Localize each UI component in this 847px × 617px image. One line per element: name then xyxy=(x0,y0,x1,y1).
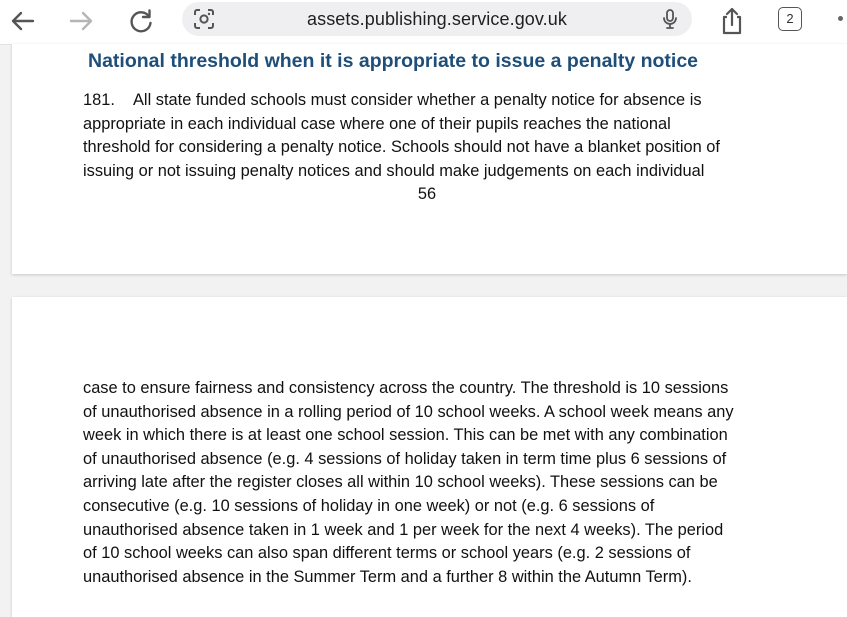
text-line: unauthorised absence in the Summer Term and a further 8 within the Autumn Term). xyxy=(83,567,692,586)
address-bar[interactable] xyxy=(182,2,692,36)
text-line: of unauthorised absence (e.g. 4 sessions of holiday taken in term time plus 6 sessions of xyxy=(83,449,727,468)
text-line: appropriate in each individual case where one of their pupils reaches the national xyxy=(83,114,671,133)
arrow-right-icon xyxy=(67,7,95,35)
text-line: 181. All state funded schools must consider whether a penalty notice for absence is xyxy=(83,89,783,113)
text-line: of unauthorised absence in a rolling period of 10 school weeks. A school week means any xyxy=(83,402,734,421)
text-line: week in which there is at least one school session. This can be met with any combination xyxy=(83,426,728,445)
page-number: 56 xyxy=(417,185,437,203)
reload-icon xyxy=(127,7,155,35)
text-line: arriving late after the register closes all within 10 school weeks). These sessions can be xyxy=(83,473,718,492)
document-page-1 xyxy=(12,44,847,274)
browser-toolbar xyxy=(0,0,847,45)
tab-switcher-button[interactable]: 2 xyxy=(778,7,802,31)
text-line: unauthorised absence taken in 1 week and 1 per week for the next 4 weeks). The period xyxy=(83,520,724,539)
microphone-icon[interactable] xyxy=(658,7,682,31)
share-icon xyxy=(718,6,746,36)
paragraph-number: 181. xyxy=(83,91,115,109)
text-line: issuing or not issuing penalty notices and should make judgements on each individual xyxy=(83,161,705,180)
document-page-2 xyxy=(12,297,847,617)
share-button[interactable] xyxy=(715,4,749,38)
text-line: of 10 school weeks can also span different terms or school years (e.g. 2 sessions of xyxy=(83,544,691,563)
arrow-left-icon xyxy=(9,7,37,35)
back-button[interactable] xyxy=(6,4,40,38)
menu-dot-icon[interactable] xyxy=(838,16,843,21)
section-heading: National threshold when it is appropriate to issue a penalty notice xyxy=(88,50,699,72)
paragraph-181-start xyxy=(83,89,783,183)
url-text[interactable]: assets.publishing.service.gov.uk xyxy=(307,9,567,29)
paragraph-181-continued xyxy=(83,377,783,589)
forward-button[interactable] xyxy=(64,4,98,38)
text-line: case to ensure fairness and consistency across the country. The threshold is 10 sessions xyxy=(83,379,729,397)
text-line: consecutive (e.g. 10 sessions of holiday in one week) or not (e.g. 6 sessions of xyxy=(83,496,655,515)
text-line: threshold for considering a penalty notice. Schools should not have a blanket position of xyxy=(83,138,720,157)
reload-button[interactable] xyxy=(124,4,158,38)
